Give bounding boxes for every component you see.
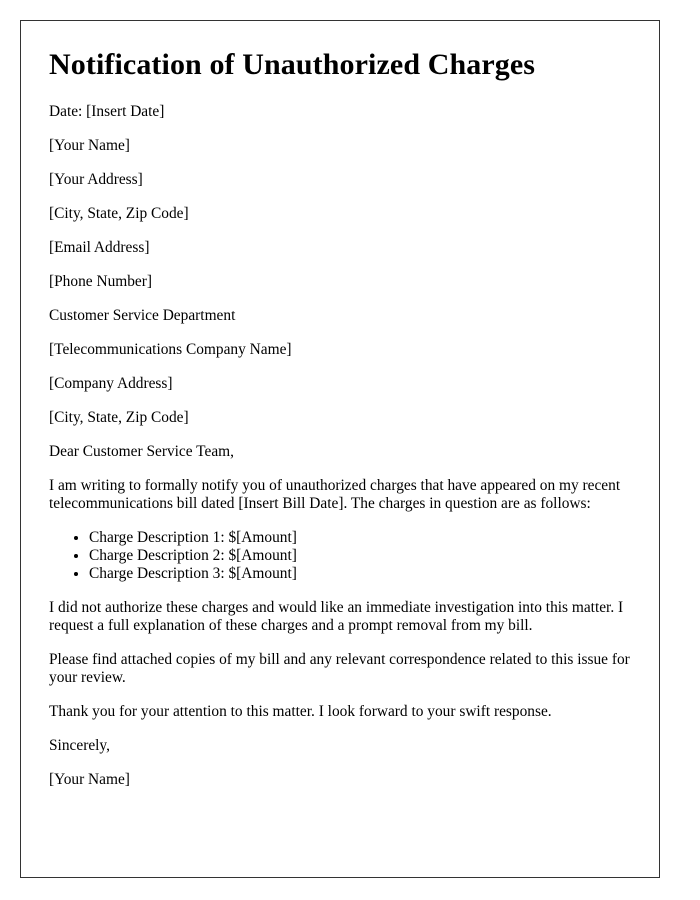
- thanks-paragraph: Thank you for your attention to this matter. I look forward to your swift response.: [49, 703, 552, 720]
- charge-item: • Charge Description 1: $[Amount]: [89, 529, 631, 547]
- attachments-paragraph: Please find attached copies of my bill and any relevant correspondence related to this issue for your review.: [49, 651, 630, 686]
- charges-list: [49, 529, 631, 583]
- recipient-department: Customer Service Department: [49, 307, 236, 324]
- sender-name: [Your Name]: [49, 137, 130, 154]
- closing: Sincerely,: [49, 737, 110, 754]
- sender-phone: [Phone Number]: [49, 273, 153, 290]
- date-line: Date: [Insert Date]: [49, 103, 165, 120]
- sender-city-state-zip: [City, State, Zip Code]: [49, 205, 189, 222]
- recipient-address: [Company Address]: [49, 375, 173, 392]
- signature: [Your Name]: [49, 771, 130, 788]
- letter-document: [20, 20, 660, 878]
- request-paragraph: I did not authorize these charges and would like an immediate investigation into this matter. I request a full explanation of these charges and a prompt removal from my bill.: [49, 599, 624, 634]
- salutation: Dear Customer Service Team,: [49, 443, 234, 460]
- sender-address: [Your Address]: [49, 171, 143, 188]
- sender-email: [Email Address]: [49, 239, 150, 256]
- recipient-company: [Telecommunications Company Name]: [49, 341, 292, 358]
- intro-paragraph: I am writing to formally notify you of unauthorized charges that have appeared on my recent telecommunications bill dated [Insert Bill Date]. The charges in question are as follows:: [49, 477, 621, 512]
- charge-item: • Charge Description 3: $[Amount]: [89, 565, 631, 583]
- letter-title: Notification of Unauthorized Charges: [49, 48, 536, 81]
- recipient-city-state-zip: [City, State, Zip Code]: [49, 409, 189, 426]
- charge-item: • Charge Description 2: $[Amount]: [89, 547, 631, 565]
